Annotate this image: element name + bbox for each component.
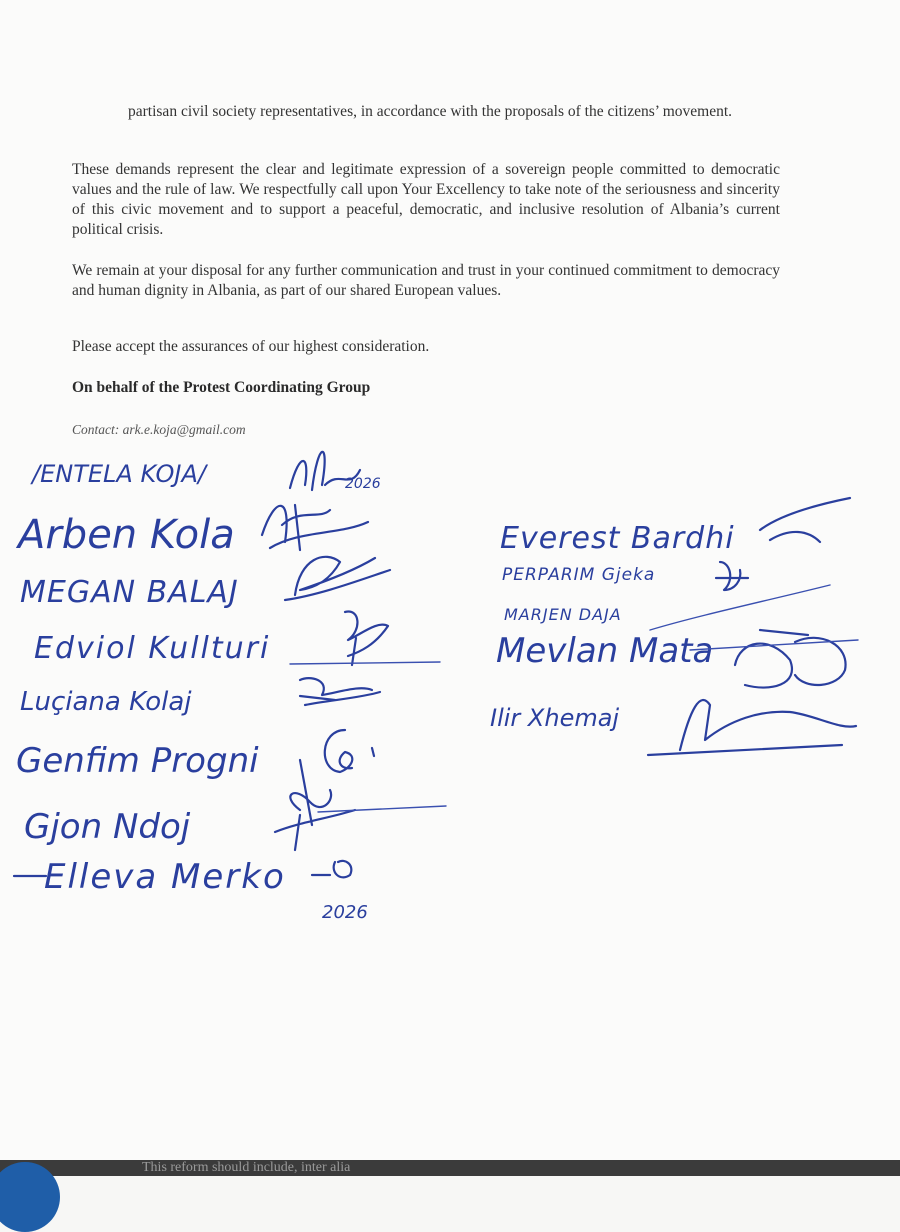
signatures-block	[0, 430, 900, 950]
next-page-fragment: This reform should include, inter alia	[142, 1160, 351, 1175]
signature-marjen-daja	[504, 585, 830, 630]
signature-name: Mevlan Mata	[496, 631, 714, 671]
signature-perparim-gjeka	[502, 562, 748, 590]
signature-date: 2026	[322, 902, 368, 923]
signature-name: Gjon Ndoj	[24, 807, 191, 847]
contact-line: Contact: ark.e.koja@gmail.com	[72, 422, 246, 437]
paragraph-remain: We remain at your disposal for any further communication and trust in your continued commitment to democracy and human dignity in Albania, as part of our shared European values.	[72, 262, 780, 299]
behalf-heading: On behalf of the Protest Coordinating Group	[72, 379, 371, 396]
signature-arben-kola	[15, 505, 368, 558]
signature-name: Everest Bardhi	[500, 521, 735, 556]
signature-genfim-progni	[16, 730, 374, 781]
signature-name: Genfim Progni	[16, 741, 259, 781]
signature-everest-bardhi	[500, 498, 850, 556]
signature-name: MARJEN DAJA	[504, 605, 622, 624]
signature-ilir-xhemaj	[490, 700, 856, 755]
signature-name: MEGAN BALAJ	[20, 575, 239, 610]
signature-name: Luçiana Kolaj	[20, 687, 192, 717]
signature-name: /ENTELA KOJA/	[32, 460, 207, 488]
signature-date: 2026	[345, 476, 381, 492]
signature-name: Elleva Merko	[44, 857, 286, 897]
paragraph-partisan: partisan civil society representatives, in accordance with the proposals of the citizens’ movement.	[128, 103, 733, 120]
signature-entela-koja	[30, 452, 381, 492]
signature-luciana-kolaj	[20, 662, 440, 717]
signature-name: Arben Kola	[18, 512, 235, 558]
paragraph-demands: These demands represent the clear and legitimate expression of a sovereign people committed to democratic values and the rule of law. We respectfully call upon Your Excellency to take note of the seriousness and sincerity of this civic movement and to support a peaceful, democratic, and inclusive resolution of Albania’s current political crisis.	[72, 161, 780, 238]
signature-megan-balaj	[20, 557, 390, 610]
signature-mevlan-mata	[496, 630, 858, 688]
signature-name: Ilir Xhemaj	[490, 704, 620, 732]
signature-name: PERPARIM Gjeka	[502, 565, 656, 585]
closing-line: Please accept the assurances of our highest consideration.	[72, 338, 430, 355]
signature-elleva-merko	[14, 857, 368, 923]
bottom-bar	[0, 1160, 900, 1176]
signature-edviol-kullturi	[34, 612, 388, 666]
signature-name: Edviol Kullturi	[34, 631, 271, 666]
